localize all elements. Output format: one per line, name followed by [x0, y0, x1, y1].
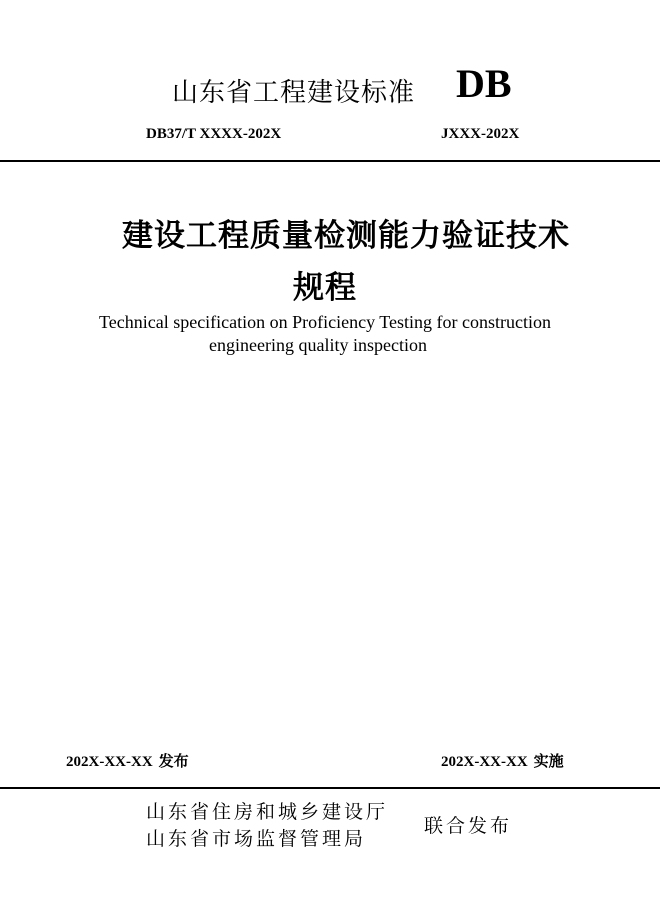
- record-code: JXXX-202X: [441, 126, 520, 142]
- top-divider: [0, 160, 660, 162]
- implement-date-label: 实施: [533, 752, 564, 770]
- title-en-line2: engineering quality inspection: [209, 335, 427, 355]
- issuer-line2: 山东省市场监督管理局: [146, 828, 367, 850]
- issue-date-label: 发布: [158, 752, 189, 770]
- standard-category-title: 山东省工程建设标准: [172, 78, 416, 108]
- title-en-line1: Technical specification on Proficiency Testing for construction: [99, 312, 552, 332]
- joint-issue-label: 联合发布: [424, 815, 513, 837]
- implement-date-value: 202X-XX-XX: [441, 754, 528, 770]
- title-cn-line2: 规程: [293, 270, 357, 306]
- issuer-line1: 山东省住房和城乡建设厅: [146, 801, 389, 823]
- standard-code: DB37/T XXXX-202X: [146, 126, 282, 142]
- db-mark: DB: [456, 61, 512, 106]
- bottom-divider: [0, 787, 660, 789]
- title-cn-line1: 建设工程质量检测能力验证技术: [122, 218, 570, 254]
- implement-date: [441, 750, 564, 771]
- issue-date: [66, 750, 189, 771]
- issue-date-value: 202X-XX-XX: [66, 754, 153, 770]
